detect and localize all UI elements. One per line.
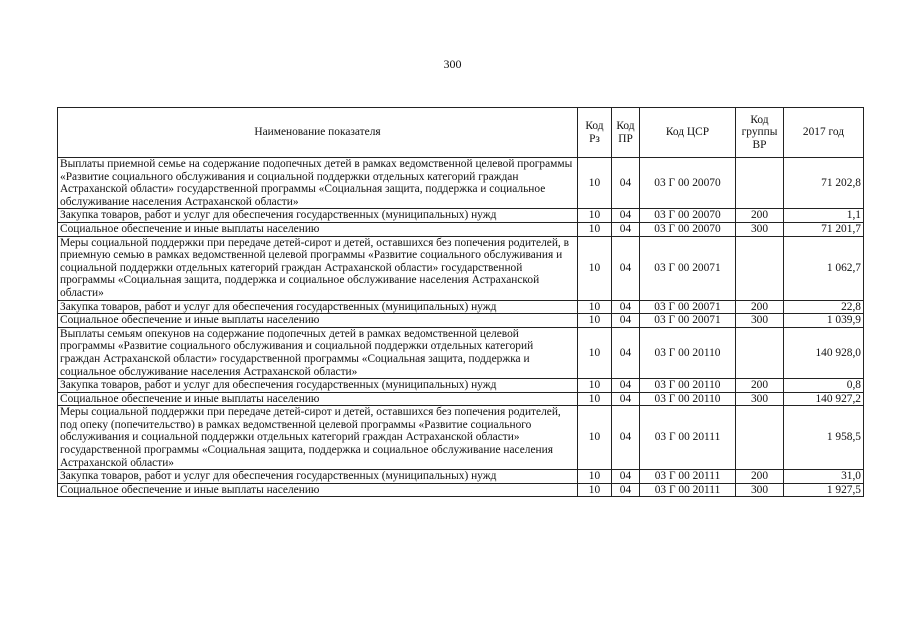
row-rz: 10: [578, 236, 612, 300]
row-pr: 04: [612, 300, 640, 314]
row-vr: [736, 236, 784, 300]
row-name: Меры социальной поддержки при передаче детей-сирот и детей, оставшихся без попечения родителей, под опеку (попечительство) в рамках ведомственной целевой программы «Развитие социального обслуживания и социальной поддержки отдельных категорий граждан Астраханской области» государственной программы «Социальная защита, поддержка и социальное обслуживание населения Астраханской области»: [58, 406, 578, 470]
row-value: 22,8: [784, 300, 864, 314]
row-vr: 300: [736, 222, 784, 236]
header-year: 2017 год: [784, 108, 864, 158]
row-rz: 10: [578, 392, 612, 406]
row-value: 71 202,8: [784, 158, 864, 209]
row-value: 31,0: [784, 470, 864, 484]
budget-table: [57, 107, 864, 497]
row-name: Закупка товаров, работ и услуг для обеспечения государственных (муниципальных) нужд: [58, 300, 578, 314]
header-name: Наименование показателя: [58, 108, 578, 158]
row-pr: 04: [612, 236, 640, 300]
row-vr: 200: [736, 209, 784, 223]
row-rz: 10: [578, 483, 612, 497]
header-pr: [612, 108, 640, 158]
row-csr: 03 Г 00 20111: [640, 406, 736, 470]
row-pr: 04: [612, 314, 640, 328]
row-vr: 300: [736, 483, 784, 497]
page-number: 300: [443, 57, 462, 71]
header-rz-line2: Рз: [589, 132, 600, 145]
row-name: Закупка товаров, работ и услуг для обеспечения государственных (муниципальных) нужд: [58, 209, 578, 223]
table-row: [58, 236, 864, 300]
row-vr: 300: [736, 392, 784, 406]
row-csr: 03 Г 00 20070: [640, 222, 736, 236]
row-csr: 03 Г 00 20071: [640, 314, 736, 328]
table-header-row: [58, 108, 864, 158]
row-vr: 200: [736, 379, 784, 393]
table-row: [58, 483, 864, 497]
header-vr-line2: группы: [741, 126, 778, 139]
table-row: [58, 158, 864, 209]
row-value: 1 039,9: [784, 314, 864, 328]
table-row: [58, 222, 864, 236]
row-name: Социальное обеспечение и иные выплаты населению: [58, 483, 578, 497]
row-pr: 04: [612, 327, 640, 378]
row-rz: 10: [578, 209, 612, 223]
row-vr: [736, 327, 784, 378]
row-rz: 10: [578, 470, 612, 484]
row-name: Выплаты семьям опекунов на содержание подопечных детей в рамках ведомственной целевой программы «Развитие социального обслуживания и социальной поддержки отдельных категорий граждан Астраханской области» государственной программы «Социальная защита, поддержка и социальное обслуживание населения Астраханской области»: [58, 327, 578, 378]
row-pr: 04: [612, 158, 640, 209]
row-pr: 04: [612, 406, 640, 470]
row-value: 71 201,7: [784, 222, 864, 236]
row-name: Выплаты приемной семье на содержание подопечных детей в рамках ведомственной целевой программы «Развитие социального обслуживания и социальной поддержки отдельных категорий граждан Астраханской области» государственной программы «Социальная защита, поддержка и социальное обслуживание населения Астраханской области»: [58, 158, 578, 209]
row-name: Социальное обеспечение и иные выплаты населению: [58, 222, 578, 236]
row-name: Закупка товаров, работ и услуг для обеспечения государственных (муниципальных) нужд: [58, 470, 578, 484]
table-row: [58, 327, 864, 378]
table-row: [58, 209, 864, 223]
header-csr: Код ЦСР: [640, 108, 736, 158]
row-csr: 03 Г 00 20070: [640, 209, 736, 223]
row-pr: 04: [612, 379, 640, 393]
row-name: Меры социальной поддержки при передаче детей-сирот и детей, оставшихся без попечения родителей, в приемную семью в рамках ведомственной целевой программы «Развитие социального обслуживания и социальной поддержки отдельных категорий граждан Астраханской области» государственной программы «Социальная защита, поддержка и социальное обслуживание населения Астраханской области»: [58, 236, 578, 300]
table-row: [58, 392, 864, 406]
row-value: 140 928,0: [784, 327, 864, 378]
row-value: 1 927,5: [784, 483, 864, 497]
row-vr: 200: [736, 470, 784, 484]
row-rz: 10: [578, 379, 612, 393]
table-row: [58, 406, 864, 470]
row-vr: 200: [736, 300, 784, 314]
row-value: 140 927,2: [784, 392, 864, 406]
row-rz: 10: [578, 300, 612, 314]
row-vr: 300: [736, 314, 784, 328]
header-vr: [736, 108, 784, 158]
row-name: Закупка товаров, работ и услуг для обеспечения государственных (муниципальных) нужд: [58, 379, 578, 393]
row-name: Социальное обеспечение и иные выплаты населению: [58, 392, 578, 406]
table-row: [58, 300, 864, 314]
row-csr: 03 Г 00 20110: [640, 392, 736, 406]
row-vr: [736, 158, 784, 209]
header-pr-line1: Код: [616, 119, 635, 132]
row-rz: 10: [578, 222, 612, 236]
row-pr: 04: [612, 470, 640, 484]
row-value: 1,1: [784, 209, 864, 223]
row-csr: 03 Г 00 20070: [640, 158, 736, 209]
row-pr: 04: [612, 222, 640, 236]
row-rz: 10: [578, 327, 612, 378]
table-row: [58, 379, 864, 393]
row-rz: 10: [578, 158, 612, 209]
row-pr: 04: [612, 483, 640, 497]
header-pr-line2: ПР: [618, 132, 633, 145]
row-value: 1 958,5: [784, 406, 864, 470]
table-row: [58, 314, 864, 328]
header-rz: [578, 108, 612, 158]
row-csr: 03 Г 00 20111: [640, 470, 736, 484]
header-vr-line1: Код: [750, 113, 769, 126]
row-value: 1 062,7: [784, 236, 864, 300]
row-csr: 03 Г 00 20110: [640, 379, 736, 393]
row-csr: 03 Г 00 20110: [640, 327, 736, 378]
table-row: [58, 470, 864, 484]
row-pr: 04: [612, 392, 640, 406]
row-csr: 03 Г 00 20111: [640, 483, 736, 497]
header-rz-line1: Код: [585, 119, 604, 132]
row-vr: [736, 406, 784, 470]
row-value: 0,8: [784, 379, 864, 393]
row-rz: 10: [578, 314, 612, 328]
header-vr-line3: ВР: [752, 138, 767, 151]
row-name: Социальное обеспечение и иные выплаты населению: [58, 314, 578, 328]
row-rz: 10: [578, 406, 612, 470]
row-csr: 03 Г 00 20071: [640, 236, 736, 300]
row-pr: 04: [612, 209, 640, 223]
row-csr: 03 Г 00 20071: [640, 300, 736, 314]
